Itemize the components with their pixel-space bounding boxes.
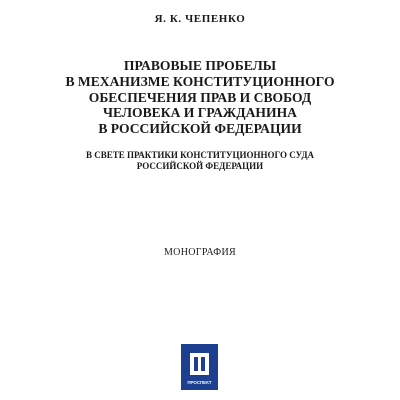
title-line-1: ПРАВОВЫЕ ПРОБЕЛЫ (123, 58, 277, 73)
title-line-3: ОБЕСПЕЧЕНИЯ ПРАВ И СВОБОД (88, 89, 312, 105)
subtitle-line-1: В СВЕТЕ ПРАКТИКИ КОНСТИТУЦИОННОГО СУДА (85, 150, 315, 160)
logo-emblem-bar (198, 357, 201, 371)
title-line-5: В РОССИЙСКОЙ ФЕДЕРАЦИИ (98, 121, 302, 137)
title-line-4: ЧЕЛОВЕКА И ГРАЖДАНИНА (103, 105, 297, 121)
subtitle-line-2: РОССИЙСКОЙ ФЕДЕРАЦИИ (136, 161, 264, 171)
publisher-logo-text: ПРОСПЕКТ (187, 380, 212, 385)
book-genre: МОНОГРАФИЯ (163, 247, 236, 258)
publisher-logo-icon (181, 344, 218, 390)
title-line-2: В МЕХАНИЗМЕ КОНСТИТУЦИОННОГО (65, 73, 335, 89)
author-name: Я. К. ЧЕПЕНКО (154, 13, 246, 25)
book-subtitle (40, 150, 360, 172)
book-title (40, 58, 360, 137)
